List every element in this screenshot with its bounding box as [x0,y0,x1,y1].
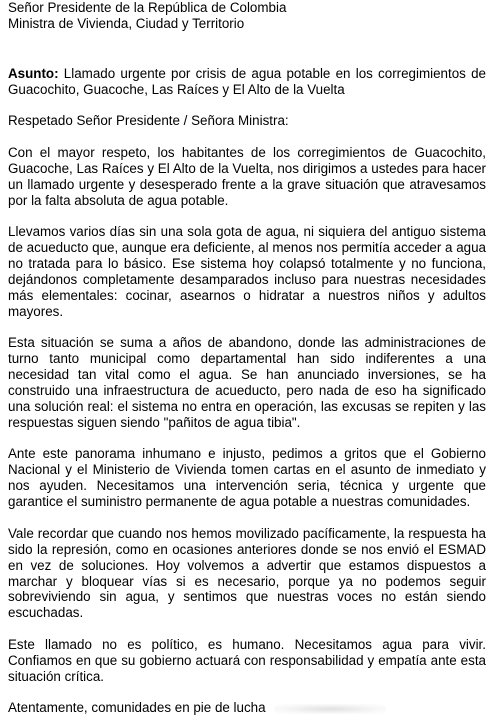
body-paragraph-1: Con el mayor respeto, los habitantes de los corregimientos de Guacochito, Guacoche, Las Raíces y El Alto de la Vuelta, nos dirigimos a ustedes para hacer un llamado urgente y desesperado frente a la grave situación que atravesamos por la falta absoluta de agua potable. [8,144,486,208]
subject-paragraph [8,66,486,98]
body-paragraph-5: Vale recordar que cuando nos hemos movilizado pacíficamente, la respuesta ha sido la represión, como en ocasiones anteriores donde se nos envió el ESMAD en vez de soluciones. Hoy volvemos a advertir que estamos dispuestos a marchar y bloquear vías si es necesario, porque ya no podemos seguir sobreviviendo sin agua, y sentimos que nuestras voces no están siendo escuchadas. [8,525,486,621]
body-paragraph-2: Llevamos varios días sin una sola gota de agua, ni siquiera del antiguo sistema de acueducto que, aunque era deficiente, al menos nos permitía acceder a agua no tratada para lo básico. Ese sistema hoy colapsó totalmente y no funciona, dejándonos completamente desamparados incluso para nuestras necesidades más elementales: cocinar, asearnos o hidratar a nuestros niños y adultos mayores. [8,224,486,319]
signoff-line [8,700,486,716]
recipient-line-2: Ministra de Vivienda, Ciudad y Territorio [8,15,245,31]
signoff-text: Atentamente, comunidades en pie de lucha [8,700,266,716]
header-spacer [8,32,486,66]
body-paragraph-3: Esta situación se suma a años de abandono, donde las administraciones de turno tanto municipal como departamental han sido indiferentes a una necesidad tan vital como el agua. Se han anunciado inversiones, se ha construido una infraestructura de acueducto, pero nada de eso ha significado una solución real: el sistema no entra en operación, las excusas se repiten y las respuestas siguen siendo "pañitos de agua tibia". [8,335,486,430]
redacted-signature-mark [274,704,386,714]
subject-text: Llamado urgente por crisis de agua potable en los corregimientos de Guacochito, Guacoche, Las Raíces y El Alto de la Vuelta [8,65,486,97]
body-paragraph-4: Ante este panorama inhumano e injusto, pedimos a gritos que el Gobierno Nacional y el Ministerio de Vivienda tomen cartas en el asunto de inmediato y nos ayuden. Necesitamos una intervención seria, técnica y urgente que garantice el suministro permanente de agua potable a nuestras comunidades. [8,446,486,510]
salutation: Respetado Señor Presidente / Señora Ministra: [8,113,289,129]
body-paragraph-6: Este llamado no es político, es humano. Necesitamos agua para vivir. Confiamos en que su gobierno actuará con responsabilidad y empatía ante esta situación crítica. [8,636,486,684]
recipient-line-1: Señor Presidente de la República de Colombia [8,0,287,15]
subject-label: Asunto: [8,65,59,81]
